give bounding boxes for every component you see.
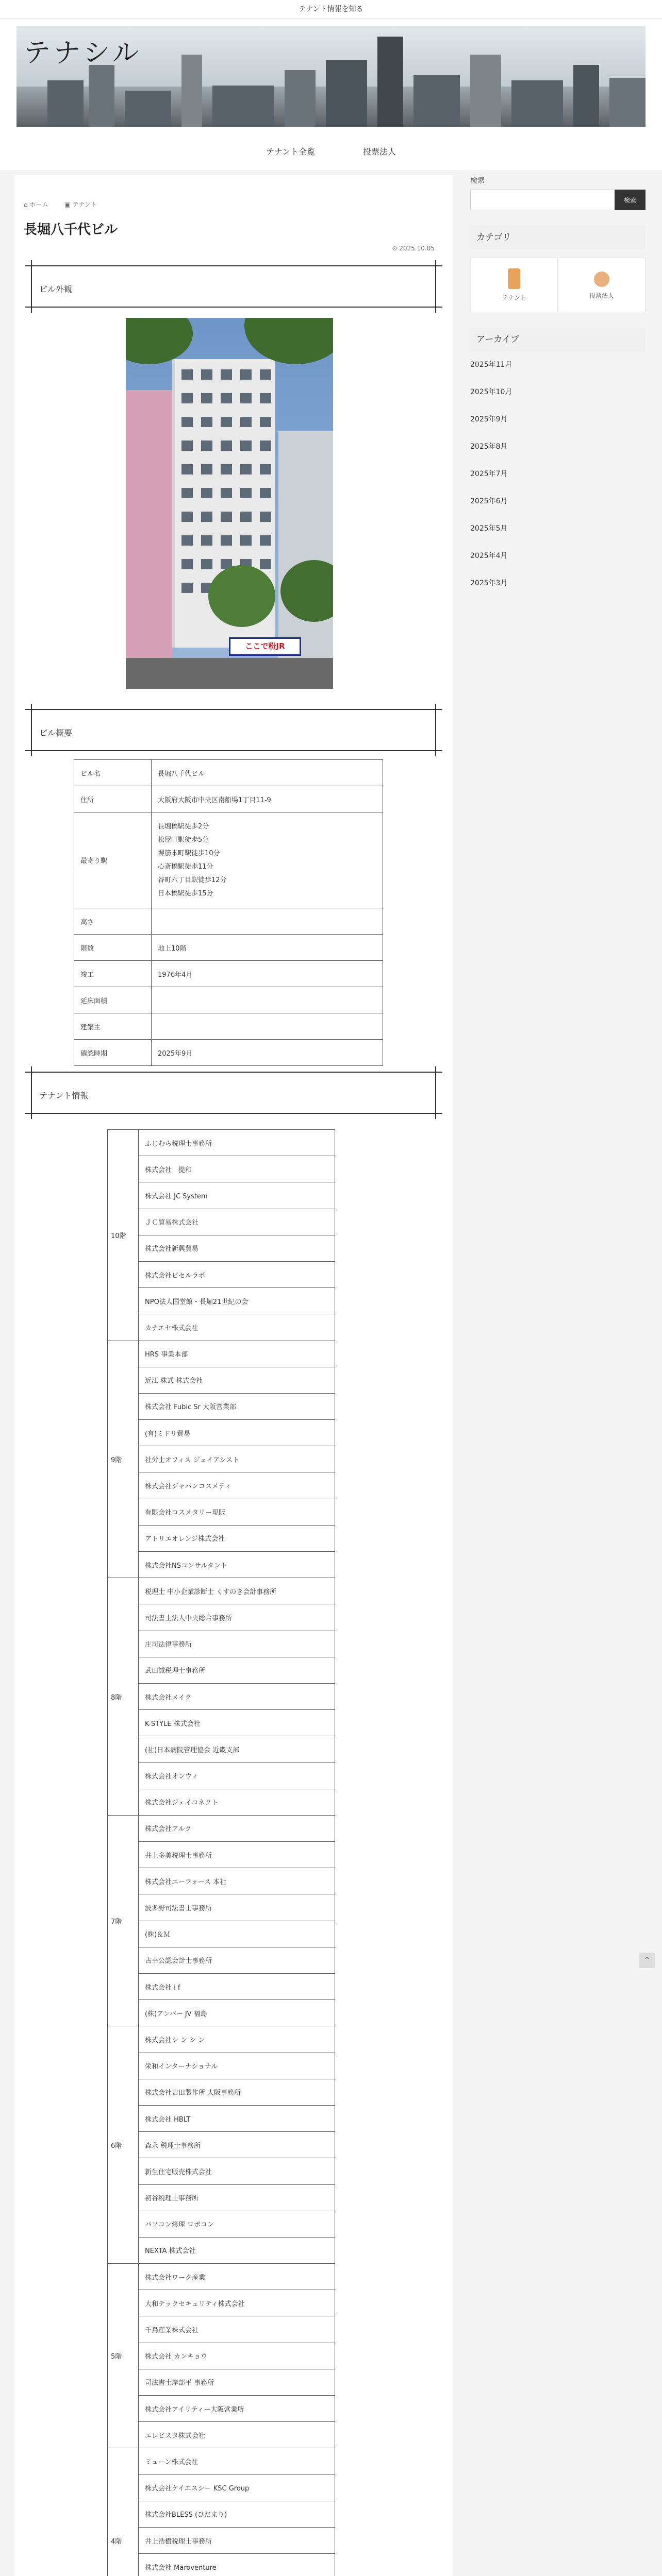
- search-label: 検索: [470, 177, 485, 185]
- breadcrumb-category[interactable]: ▣ テナント: [64, 201, 97, 208]
- tenant-row: [108, 1710, 335, 1736]
- info-value: 大阪府大阪市中央区南船場1丁目11-9: [152, 786, 383, 812]
- tenant-row: [108, 1631, 335, 1657]
- info-value: 2025年9月: [152, 1040, 383, 1066]
- global-nav: [0, 139, 662, 170]
- tenant-name: 株式会社 JC System: [139, 1182, 335, 1209]
- tenant-row: [108, 2211, 335, 2237]
- info-label: 延床面積: [74, 987, 152, 1013]
- tenant-row: [108, 1499, 335, 1525]
- tenant-name: 井上浩樹税理士事務所: [139, 2527, 335, 2553]
- archive-widget: [470, 328, 646, 605]
- info-label: ビル名: [74, 760, 152, 786]
- tenant-row: [108, 1446, 335, 1472]
- info-row: [74, 1040, 383, 1066]
- station-line: 堺筋本町駅徒歩10分: [158, 849, 220, 857]
- tenant-row: [108, 2079, 335, 2105]
- floor-cell: 10階: [108, 1130, 139, 1341]
- tenant-row: [108, 2527, 335, 2553]
- tenant-name: 株式会社 Fubic Sr 大阪営業部: [139, 1393, 335, 1419]
- archive-link[interactable]: 2025年3月: [470, 579, 508, 587]
- tenant-row: [108, 2475, 335, 2501]
- tenant-row: [108, 1894, 335, 1921]
- tenant-row: [108, 1789, 335, 1815]
- tenant-name: (社)日本病院管理協会 近畿支部: [139, 1736, 335, 1762]
- tenant-name: ふじむら税理士事務所: [139, 1130, 335, 1156]
- tenant-name: 古幸公認会計士事務所: [139, 1947, 335, 1973]
- storefront-sign: ここで粉JR: [229, 637, 301, 656]
- tenant-table: [107, 1129, 335, 2576]
- tenant-name: 新生住宅販売株式会社: [139, 2158, 335, 2184]
- info-label: 確認時期: [74, 1040, 152, 1066]
- tenant-row: [108, 2448, 335, 2475]
- category-widget: [470, 226, 646, 312]
- tenant-row: [108, 1657, 335, 1683]
- tenant-name: 株式会社 提和: [139, 1156, 335, 1182]
- tenant-row: [108, 1525, 335, 1551]
- tenant-name: NPO法人国堂館・長堀21世紀の会: [139, 1288, 335, 1314]
- post-date: ⊙ 2025.10.05: [392, 245, 435, 252]
- site-header: [0, 19, 662, 139]
- site-title[interactable]: テナシル: [24, 38, 142, 69]
- station-line: 谷町六丁目駅徒歩12分: [158, 876, 227, 884]
- tenant-name: パソコン修理 ロボコン: [139, 2211, 335, 2237]
- station-line: 心斎橋駅徒歩11分: [158, 862, 213, 871]
- info-value: [152, 987, 383, 1013]
- tenant-row: [108, 1182, 335, 1209]
- archive-link[interactable]: 2025年7月: [470, 470, 508, 478]
- archive-link[interactable]: 2025年6月: [470, 497, 508, 505]
- tenant-name: 株式会社ワーク産業: [139, 2264, 335, 2290]
- tenant-name: 株式会社ビセルラボ: [139, 1261, 335, 1287]
- tenant-row: [108, 2026, 335, 2053]
- tenant-row: [108, 2264, 335, 2290]
- floor-cell: 8階: [108, 1578, 139, 1816]
- tenant-name: 株式会社NSコンサルタント: [139, 1552, 335, 1578]
- archive-link[interactable]: 2025年8月: [470, 443, 508, 451]
- archive-link[interactable]: 2025年11月: [470, 361, 512, 369]
- tenant-row: [108, 1367, 335, 1393]
- tenant-name: 株式会社 Maroventure: [139, 2554, 335, 2576]
- floor-cell: 4階: [108, 2448, 139, 2576]
- tenant-name: 株式会社ジャパンコスメティ: [139, 1472, 335, 1499]
- tenant-row: [108, 1683, 335, 1709]
- info-row: [74, 812, 383, 908]
- info-row: [74, 987, 383, 1013]
- section-heading-exterior: ビル外観: [25, 265, 442, 308]
- tenant-name: 株式会社エーフォース 本社: [139, 1868, 335, 1894]
- tenant-name: 司法書士法人中央総合事務所: [139, 1604, 335, 1631]
- tenant-name: 株式会社オンウィ: [139, 1762, 335, 1789]
- tenant-name: 株式会社BLESS (ひだまり): [139, 2501, 335, 2527]
- tenant-name: 千鳥産業株式会社: [139, 2316, 335, 2343]
- article: [14, 175, 453, 2576]
- tenant-row: [108, 2554, 335, 2576]
- archive-link[interactable]: 2025年5月: [470, 524, 508, 533]
- archive-link[interactable]: 2025年9月: [470, 415, 508, 423]
- tenant-name: 株式会社 カンキョウ: [139, 2343, 335, 2369]
- tenant-row: [108, 1235, 335, 1261]
- tenant-row: [108, 1420, 335, 1446]
- info-value: 地上10階: [152, 935, 383, 961]
- info-label: 竣工: [74, 961, 152, 987]
- tenant-name: 栄和インターナショナル: [139, 2053, 335, 2079]
- tenant-row: [108, 1868, 335, 1894]
- building-icon: [508, 268, 520, 289]
- tenant-name: (株)アンバー JV 福島: [139, 2000, 335, 2026]
- tenant-row: [108, 1762, 335, 1789]
- tenant-row: [108, 2369, 335, 2395]
- tenant-name: 森永 税理士事務所: [139, 2132, 335, 2158]
- tenant-row: [108, 2053, 335, 2079]
- info-label: 住所: [74, 786, 152, 812]
- tenant-row: [108, 2422, 335, 2448]
- section-heading-overview: ビル概要: [25, 709, 442, 751]
- info-row: [74, 760, 383, 786]
- tenant-name: 株式会社メイク: [139, 1683, 335, 1709]
- tenant-row: [108, 1130, 335, 1156]
- coin-icon: [594, 272, 609, 287]
- tenant-name: K-STYLE 株式会社: [139, 1710, 335, 1736]
- tenant-row: [108, 1842, 335, 1868]
- tenant-name: 株式会社ケイエスシー KSC Group: [139, 2475, 335, 2501]
- tenant-name: 有限会社コスメタリー現販: [139, 1499, 335, 1525]
- tenant-name: 株式会社 i f: [139, 1974, 335, 2000]
- archive-link[interactable]: 2025年4月: [470, 552, 508, 560]
- info-value: [152, 908, 383, 935]
- info-row: [74, 961, 383, 987]
- tenant-name: エレビスタ株式会社: [139, 2422, 335, 2448]
- tenant-name: 近江 株式 株式会社: [139, 1367, 335, 1393]
- tenant-row: [108, 1314, 335, 1341]
- tenant-row: [108, 2501, 335, 2527]
- tenant-row: [108, 2105, 335, 2131]
- tenant-row: [108, 1393, 335, 1419]
- station-line: 日本橋駅徒歩15分: [158, 889, 213, 897]
- tenant-name: ミューン株式会社: [139, 2448, 335, 2475]
- page-title: 長堀八千代ビル: [24, 222, 118, 238]
- nav-item-reit[interactable]: 投票法人: [363, 147, 396, 157]
- tenant-name: 株式会社新興貿易: [139, 1235, 335, 1261]
- tenant-name: 武田誠税理士事務所: [139, 1657, 335, 1683]
- nav-item-tenants[interactable]: テナント全覧: [266, 147, 316, 157]
- tenant-row: [108, 1156, 335, 1182]
- station-line: 松屋町駅徒歩5分: [158, 836, 209, 844]
- announcement-text[interactable]: テナント情報を知る: [299, 5, 363, 13]
- tenant-row: [108, 1736, 335, 1762]
- info-row: [74, 786, 383, 812]
- search-input[interactable]: [470, 190, 615, 210]
- tenant-row: [108, 2316, 335, 2343]
- top-announcement-bar[interactable]: [0, 0, 662, 19]
- tenant-name: 司法書士岸部平 事務所: [139, 2369, 335, 2395]
- info-label: 階数: [74, 935, 152, 961]
- tenant-row: [108, 1947, 335, 1973]
- archive-widget-title: アーカイブ: [470, 328, 646, 351]
- tenant-name: ＪＣ貿易株式会社: [139, 1209, 335, 1235]
- archive-link[interactable]: 2025年10月: [470, 388, 512, 396]
- tenant-name: 社労士オフィス ジェイアシスト: [139, 1446, 335, 1472]
- tenant-name: (有)ミドリ貿易: [139, 1420, 335, 1446]
- info-row: [74, 1013, 383, 1040]
- tenant-name: 庄司法律事務所: [139, 1631, 335, 1657]
- info-value: 1976年4月: [152, 961, 383, 987]
- tenant-name: 初谷税理士事務所: [139, 2184, 335, 2211]
- tenant-row: [108, 2343, 335, 2369]
- tenant-row: [108, 1261, 335, 1287]
- tenant-row: [108, 1472, 335, 1499]
- info-row: [74, 935, 383, 961]
- tenant-name: アトリエオレンジ株式会社: [139, 1525, 335, 1551]
- header-banner-image[interactable]: [16, 26, 646, 127]
- station-line: 長堀橋駅徒歩2分: [158, 822, 209, 831]
- tenant-name: HRS 事業本部: [139, 1341, 335, 1367]
- tenant-row: [108, 1552, 335, 1578]
- tenant-row: [108, 2158, 335, 2184]
- breadcrumb-home[interactable]: ⌂ ホーム: [24, 201, 48, 208]
- tenant-row: [108, 1974, 335, 2000]
- tenant-row: [108, 1341, 335, 1367]
- tenant-row: [108, 2184, 335, 2211]
- info-value: [152, 1013, 383, 1040]
- info-label: 高さ: [74, 908, 152, 935]
- tenant-name: (株)＆Ｍ: [139, 1921, 335, 1947]
- building-info-table: [74, 759, 383, 1066]
- tenant-name: 株式会社アルク: [139, 1815, 335, 1841]
- tenant-row: [108, 1288, 335, 1314]
- tenant-row: [108, 2290, 335, 2316]
- category-widget-title: カテゴリ: [470, 226, 646, 249]
- floor-cell: 6階: [108, 2026, 139, 2264]
- floor-cell: 5階: [108, 2264, 139, 2448]
- search-widget: [470, 175, 646, 210]
- sidebar: [470, 175, 646, 616]
- tenant-name: 株式会社アイリティー大阪営業所: [139, 2396, 335, 2422]
- tenant-row: [108, 2000, 335, 2026]
- tenant-name: NEXTA 株式会社: [139, 2237, 335, 2263]
- tenant-row: [108, 1209, 335, 1235]
- info-value: [152, 812, 383, 908]
- floor-cell: 9階: [108, 1341, 139, 1578]
- tenant-row: [108, 2396, 335, 2422]
- tenant-row: [108, 1604, 335, 1631]
- back-to-top-button[interactable]: ^: [639, 1953, 655, 1968]
- tenant-row: [108, 2132, 335, 2158]
- tenant-name: 税理士 中小企業診断士 くすのき会計事務所: [139, 1578, 335, 1604]
- tenant-row: [108, 1921, 335, 1947]
- info-label: 建築主: [74, 1013, 152, 1040]
- tenant-name: 株式会社岩田製作所 大阪事務所: [139, 2079, 335, 2105]
- section-heading-tenants: テナント情報: [25, 1072, 442, 1114]
- tenant-name: 株式会社シ ン シ ン: [139, 2026, 335, 2053]
- breadcrumb: [24, 200, 111, 209]
- tenant-name: 波多野司法書士事務所: [139, 1894, 335, 1921]
- tenant-name: 株式会社ジェイコネクト: [139, 1789, 335, 1815]
- tenant-row: [108, 1578, 335, 1604]
- category-tenant[interactable]: テナント: [470, 258, 558, 312]
- info-label: 最寄り駅: [74, 812, 152, 908]
- building-photo: [126, 318, 333, 689]
- info-value: 長堀八千代ビル: [152, 760, 383, 786]
- tenant-name: カナエセ株式会社: [139, 1314, 335, 1341]
- search-button[interactable]: 検索: [615, 190, 646, 210]
- tenant-name: 株式会社 HBLT: [139, 2105, 335, 2131]
- tenant-name: 大和テックセキュリティ株式会社: [139, 2290, 335, 2316]
- tenant-row: [108, 1815, 335, 1841]
- floor-cell: 7階: [108, 1815, 139, 2026]
- tenant-row: [108, 2237, 335, 2263]
- info-row: [74, 908, 383, 935]
- tenant-name: 井上多美税理士事務所: [139, 1842, 335, 1868]
- category-reit[interactable]: 投票法人: [558, 258, 646, 312]
